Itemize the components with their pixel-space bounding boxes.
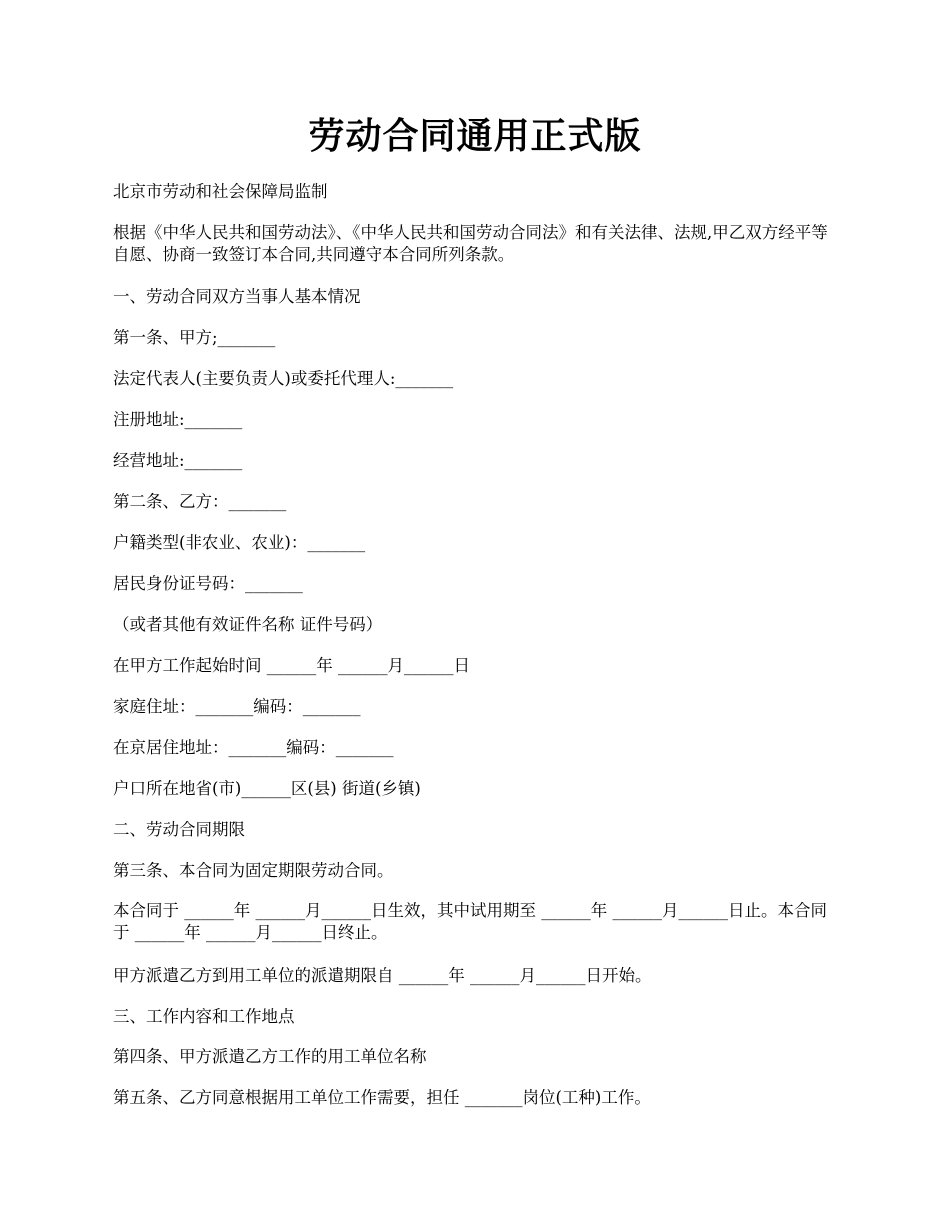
paragraph-household-type: 户籍类型(非农业、农业)：_______ <box>113 533 366 552</box>
paragraph-other-id: （或者其他有效证件名称 证件号码） <box>113 615 383 634</box>
section-heading-1: 一、劳动合同双方当事人基本情况 <box>113 287 361 306</box>
paragraph-article-4: 第四条、甲方派遣乙方工作的用工单位名称 <box>113 1047 427 1066</box>
paragraph-contract-period: 本合同于 ______年 ______月______日生效，其中试用期至 ______年 ______月______日止。本合同于 ______年 ______月______日终止。 <box>113 901 827 942</box>
section-heading-3: 三、工作内容和工作地点 <box>113 1007 295 1026</box>
paragraph-hukou-location: 户口所在地省(市)______区(县) 街道(乡镇) <box>113 779 421 798</box>
paragraph-party-b: 第二条、乙方：_______ <box>113 492 287 511</box>
document-title: 劳动合同通用正式版 <box>308 115 642 157</box>
paragraph-party-a: 第一条、甲方;_______ <box>113 328 276 347</box>
paragraph-business-address: 经营地址:_______ <box>113 451 243 470</box>
paragraph-start-date: 在甲方工作起始时间 ______年 ______月______日 <box>113 656 470 675</box>
paragraph-dispatch-period: 甲方派遣乙方到用工单位的派遣期限自 ______年 ______月______日开始。 <box>113 966 652 985</box>
paragraph-home-address: 家庭住址：_______编码：_______ <box>113 697 361 716</box>
paragraph-beijing-address: 在京居住地址：_______编码：_______ <box>113 738 394 757</box>
paragraph-registered-address: 注册地址:_______ <box>113 410 243 429</box>
paragraph-article-3: 第三条、本合同为固定期限劳动合同。 <box>113 861 394 880</box>
paragraph-article-5: 第五条、乙方同意根据用工单位工作需要，担任 _______岗位(工种)工作。 <box>113 1088 651 1107</box>
paragraph-legal-representative: 法定代表人(主要负责人)或委托代理人:_______ <box>113 369 454 388</box>
section-heading-2: 二、劳动合同期限 <box>113 820 245 839</box>
paragraph-id-number: 居民身份证号码：_______ <box>113 574 303 593</box>
paragraph-preamble: 根据《中华人民共和国劳动法》、《中华人民共和国劳动合同法》和有关法律、法规,甲乙双方经平等自愿、协商一致签订本合同,共同遵守本合同所列条款。 <box>113 223 828 264</box>
paragraph-supervisor: 北京市劳动和社会保障局监制 <box>113 182 328 201</box>
